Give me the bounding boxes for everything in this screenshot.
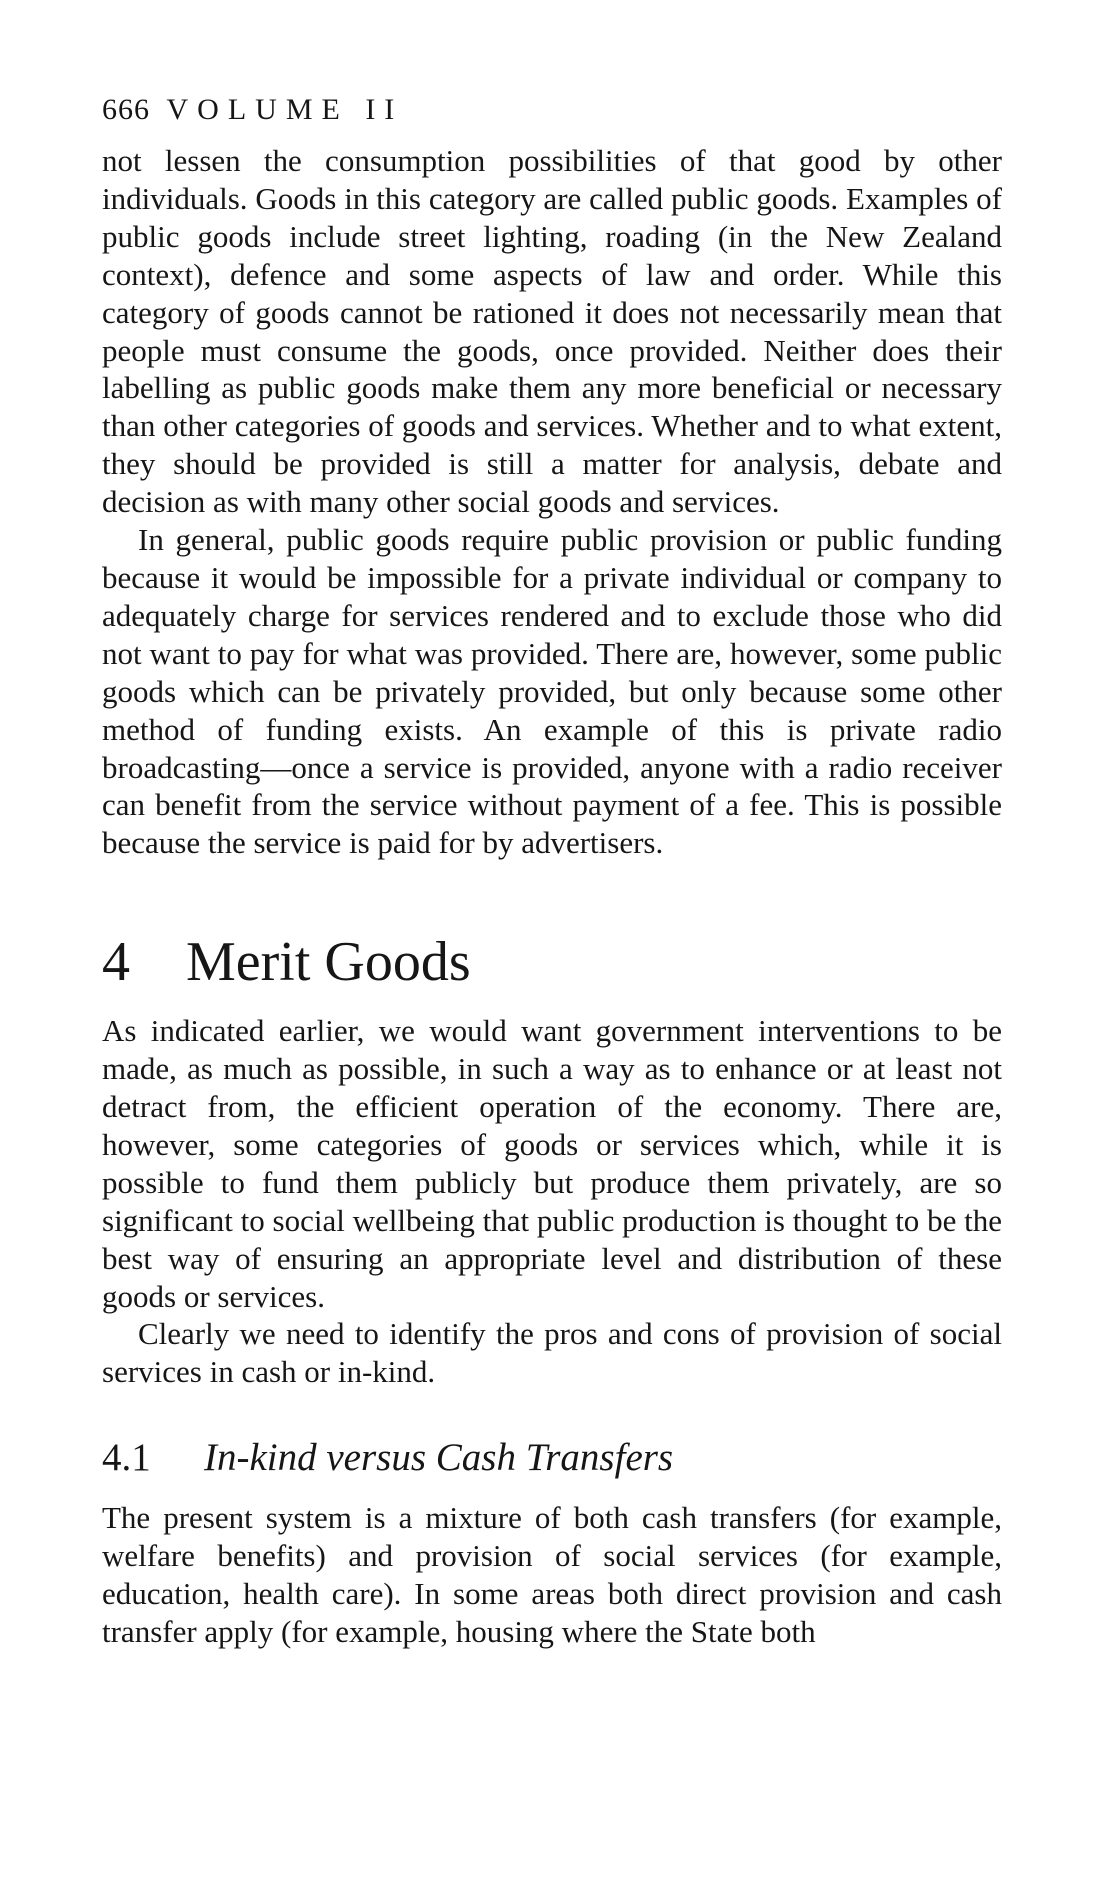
- paragraph-present-system: The present system is a mixture of both cash transfers (for example, welfare benefits) and provision of social services (for example, education, health care). In some areas both direct provision and cash transfer apply (for example, housing where the State both: [102, 1500, 1002, 1649]
- book-page: [102, 88, 1002, 1651]
- paragraph-pros-cons: Clearly we need to identify the pros and cons of provision of social services in cash or in-kind.: [102, 1316, 1002, 1390]
- paragraph-public-goods-continued: not lessen the consumption possibilities of that good by other individuals. Goods in this category are called public goods. Examples of public goods include street lighting, roading (in the New Zealand context), defence and some aspects of law and order. While this category of goods cannot be rationed it does not necessarily mean that people must consume the goods, once provided. Neither does their labelling as public goods make them any more beneficial or necessary than other categories of goods and services. Whether and to what extent, they should be provided is still a matter for analysis, debate and decision as with many other social goods and services.: [102, 143, 1002, 520]
- volume-label: VOLUME II: [166, 93, 404, 126]
- paragraph-public-provision: In general, public goods require public provision or public funding because it would be impossible for a private individual or company to adequately charge for services rendered and to exclude those who did not want to pay for what was provided. There are, however, some public goods which can be privately provided, but only because some other method of funding exists. An example of this is private radio broadcasting—once a service is provided, anyone with a radio receiver can benefit from the service without payment of a fee. This is possible because the service is paid for by advertisers.: [102, 522, 1002, 861]
- running-head: [102, 88, 1002, 132]
- section-number: 4: [102, 931, 130, 994]
- subsection-number: 4.1: [102, 1436, 151, 1480]
- subsection-title: In-kind versus Cash Transfers: [204, 1436, 674, 1480]
- section-title: Merit Goods: [186, 931, 471, 994]
- page-number: 666: [102, 93, 150, 126]
- section-heading: [102, 930, 1002, 994]
- subsection-heading: [102, 1435, 1002, 1481]
- paragraph-government-interventions: As indicated earlier, we would want government interventions to be made, as much as possible, in such a way as to enhance or at least not detract from, the efficient operation of the economy. There are, however, some categories of goods or services which, while it is possible to fund them publicly but produce them privately, are so significant to social wellbeing that public production is thought to be the best way of ensuring an appropriate level and distribution of these goods or services.: [102, 1013, 1002, 1314]
